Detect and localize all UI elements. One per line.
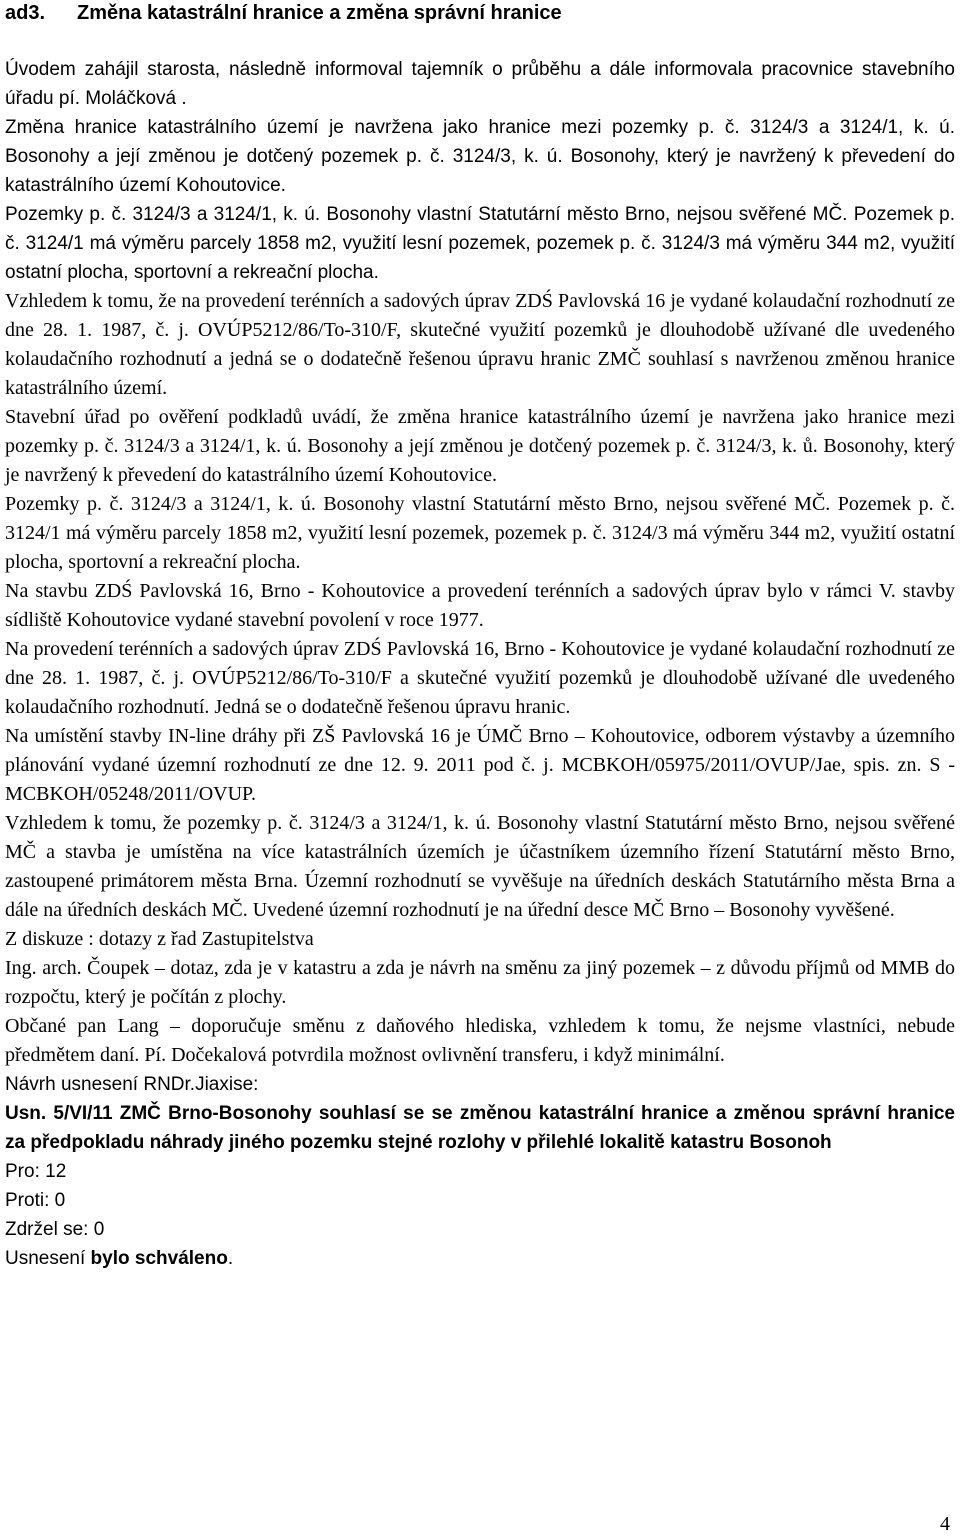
vote-pro: Pro: 12	[5, 1161, 67, 1182]
paragraph-land-ownership-2: Pozemky p. č. 3124/3 a 3124/1, k. ú. Bosonohy vlastní Statutární město Brno, nejsou svěřené MČ. Pozemek p. č. 3124/1 má výměru parcely 1858 m2, využití lesní pozemek, pozemek p. č. 3124/3 má výměru 344 m2, využití ostatní plocha, sportovní a rekreační plocha.	[5, 493, 955, 573]
result-status: bylo schváleno	[90, 1248, 228, 1269]
paragraph-lang-recommendation: Občané pan Lang – doporučuje směnu z daňového hlediska, vzhledem k tomu, že nejsme vlastníci, nebude předmětem daní. Pí. Dočekalová potvrdila možnost ovlivnění transferu, i když minimální.	[5, 1015, 955, 1066]
section-title: Změna katastrální hranice a změna správní hranice	[77, 2, 562, 24]
document-body	[5, 55, 955, 1273]
paragraph-territorial-proceedings: Vzhledem k tomu, že pozemky p. č. 3124/3 a 3124/1, k. ú. Bosonohy vlastní Statutární město Brno, nejsou svěřené MČ a stavba je umístěna na více katastrálních územích je účastníkem územního řízení Statutární město Brno, zastoupené primátorem města Brna. Územní rozhodnutí se vyvěšuje na úředních deskách Statutárního města Brna a dále na úředních deskách MČ. Uvedené územní rozhodnutí je na úřední desce MČ Brno – Bosonohy vyvěšené.	[5, 812, 955, 921]
result-suffix: .	[227, 1248, 234, 1269]
paragraph-coupek-question: Ing. arch. Čoupek – dotaz, zda je v katastru a zda je návrh na směnu za jiný pozemek – z důvodu příjmů od MMB do rozpočtu, který je počítán z plochy.	[5, 957, 955, 1008]
vote-abstain: Zdržel se: 0	[5, 1219, 105, 1240]
vote-proti: Proti: 0	[5, 1190, 66, 1211]
section-number: ad3.	[5, 2, 46, 24]
paragraph-resolution-proposal: Návrh usnesení RNDr.Jiaxise:	[5, 1074, 259, 1095]
paragraph-inline-track: Na umístění stavby IN-line dráhy při ZŠ Pavlovská 16 je ÚMČ Brno – Kohoutovice, odborem výstavby a územního plánování vydané územní rozhodnutí ze dne 12. 9. 2011 pod č. j. MCBKOH/05975/2011/OVUP/Jae, spis. zn. S - MCBKOH/05248/2011/OVUP.	[5, 725, 955, 805]
paragraph-approval-decision: Na provedení terénních a sadových úprav ZDŚ Pavlovská 16, Brno - Kohoutovice je vydané kolaudační rozhodnutí ze dne 28. 1. 1987, č. j. OVÚP5212/86/To-310/F a skutečné využití pozemků je dlouhodobě užívané dle uvedeného kolaudačního rozhodnutí. Jedná se o dodatečně řešenou úpravu hranic.	[5, 638, 955, 718]
paragraph-zmc-agreement: Vzhledem k tomu, že na provedení terénních a sadových úprav ZDŚ Pavlovská 16 je vydané kolaudační rozhodnutí ze dne 28. 1. 1987, č. j. OVÚP5212/86/To-310/F, skutečné využití pozemků je dlouhodobě užívané dle uvedeného kolaudačního rozhodnutí a jedná se o dodatečně řešenou úpravu hranic ZMČ souhlasí s navrženou změnou hranice katastrálního území.	[5, 290, 955, 399]
resolution-result	[5, 1244, 955, 1273]
section-heading	[5, 0, 562, 26]
result-prefix: Usnesení	[5, 1248, 91, 1269]
resolution-text: Usn. 5/VI/11 ZMČ Brno-Bosonohy souhlasí se se změnou katastrální hranice a změnou správní hranice za předpokladu náhrady jiného pozemku stejné rozlohy v přilehlé lokalitě katastru Bosonoh	[5, 1103, 955, 1153]
paragraph-intro: Úvodem zahájil starosta, následně informoval tajemník o průběhu a dále informovala pracovnice stavebního úřadu pí. Moláčková .	[5, 59, 955, 109]
paragraph-building-office: Stavební úřad po ověření podkladů uvádí, že změna hranice katastrálního území je navržena jako hranice mezi pozemky p. č. 3124/3 a 3124/1, k. ú. Bosonohy a její změnou je dotčený pozemek p. č. 3124/3, k. ů. Bosonohy, který je navržený k převedení do katastrálního území Kohoutovice.	[5, 406, 955, 486]
page-number: 4	[940, 1513, 950, 1535]
paragraph-discussion: Z diskuze : dotazy z řad Zastupitelstva	[5, 928, 314, 950]
paragraph-boundary-change: Změna hranice katastrálního území je navržena jako hranice mezi pozemky p. č. 3124/3 a 3124/1, k. ú. Bosonohy a její změnou je dotčený pozemek p. č. 3124/3, k. ú. Bosonohy, který je navržený k převedení do katastrálního území Kohoutovice.	[5, 117, 955, 196]
paragraph-building-permit: Na stavbu ZDŚ Pavlovská 16, Brno - Kohoutovice a provedení terénních a sadových úprav bylo v rámci V. stavby sídliště Kohoutovice vydané stavební povolení v roce 1977.	[5, 580, 955, 631]
paragraph-land-ownership: Pozemky p. č. 3124/3 a 3124/1, k. ú. Bosonohy vlastní Statutární město Brno, nejsou svěřené MČ. Pozemek p. č. 3124/1 má výměru parcely 1858 m2, využití lesní pozemek, pozemek p. č. 3124/3 má výměru 344 m2, využití ostatní plocha, sportovní a rekreační plocha.	[5, 204, 955, 283]
